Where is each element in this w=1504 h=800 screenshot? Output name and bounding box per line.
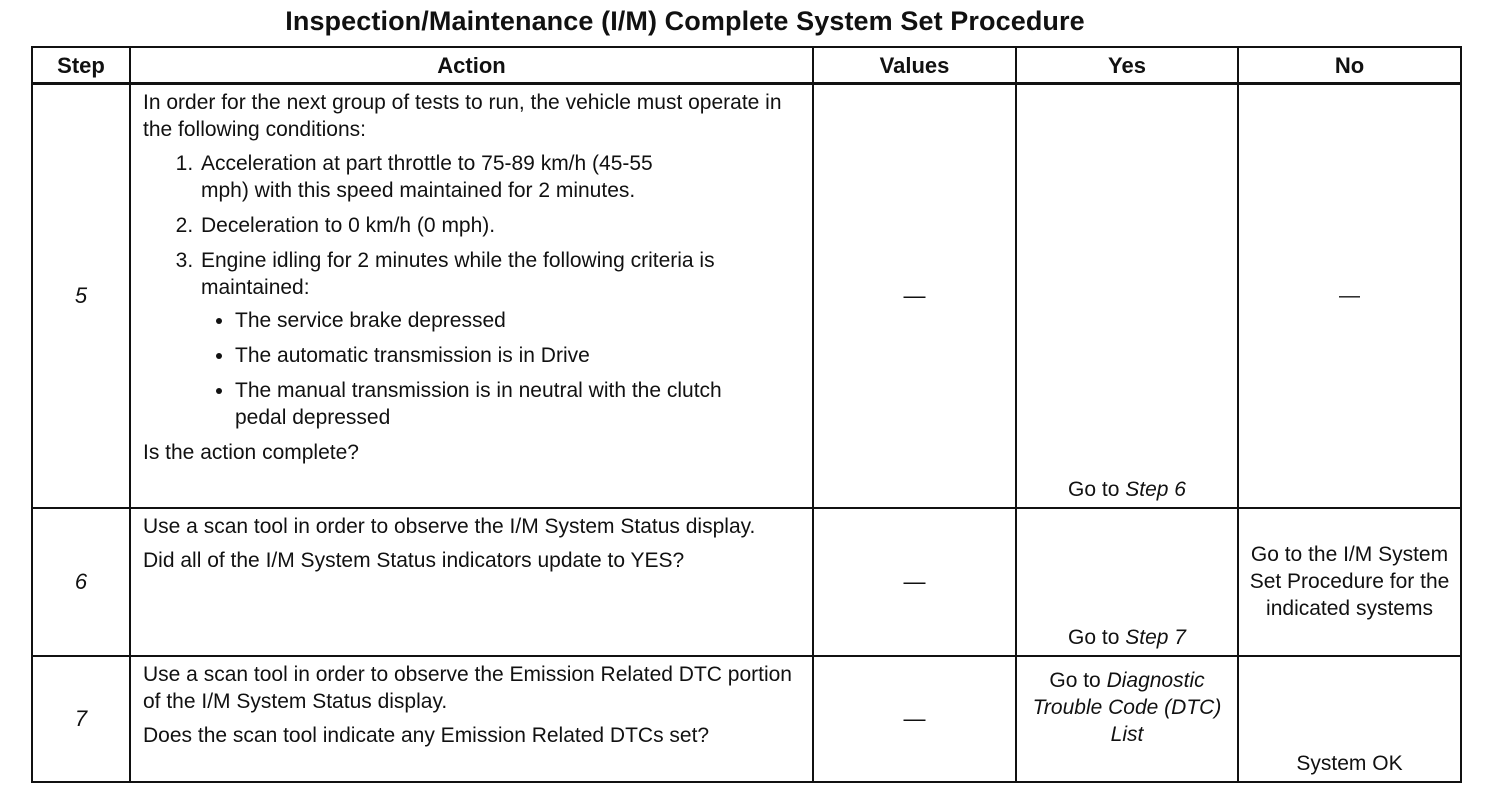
action-intro: Use a scan tool in order to observe the I/M System Status display. bbox=[143, 514, 756, 538]
values-cell: — bbox=[813, 508, 1016, 656]
no-cell: Go to the I/M System Set Procedure for the indicated systems bbox=[1238, 508, 1461, 656]
header-values: Values bbox=[813, 47, 1016, 84]
criteria-list bbox=[201, 307, 804, 431]
action-intro: In order for the next group of tests to run, the vehicle must operate in the following conditions: bbox=[143, 91, 782, 141]
step-number: 5 bbox=[32, 84, 130, 508]
values-cell: — bbox=[813, 84, 1016, 508]
action-cell bbox=[130, 508, 813, 656]
yes-prefix: Go to bbox=[1068, 477, 1126, 501]
values-cell: — bbox=[813, 656, 1016, 782]
step-number: 6 bbox=[32, 508, 130, 656]
action-question: Is the action complete? bbox=[143, 441, 359, 464]
criteria-item: • The service brake depressed bbox=[235, 307, 804, 334]
procedure-table bbox=[31, 46, 1462, 783]
action-intro: Use a scan tool in order to observe the Emission Related DTC portion of the I/M System Status display. bbox=[143, 662, 792, 713]
no-cell: System OK bbox=[1238, 656, 1461, 782]
yes-prefix: Go to bbox=[1068, 625, 1126, 649]
page-title: Inspection/Maintenance (I/M) Complete System Set Procedure bbox=[285, 6, 1085, 36]
step-number: 7 bbox=[32, 656, 130, 782]
step-link[interactable]: Step 6 bbox=[1125, 477, 1186, 501]
table-row-step-7 bbox=[32, 656, 1461, 782]
yes-cell bbox=[1016, 508, 1238, 656]
action-cell bbox=[130, 84, 813, 508]
criteria-item: • The automatic transmission is in Drive bbox=[235, 342, 804, 369]
criteria-item: • The manual transmission is in neutral with the clutch pedal depressed bbox=[235, 377, 804, 431]
header-yes: Yes bbox=[1016, 47, 1238, 84]
table-row-step-6 bbox=[32, 508, 1461, 656]
yes-prefix: Go to bbox=[1049, 668, 1107, 692]
header-action: Action bbox=[130, 47, 813, 84]
table-header-row bbox=[32, 47, 1461, 84]
header-step: Step bbox=[32, 47, 130, 84]
action-cell bbox=[130, 656, 813, 782]
step-link[interactable]: Step 7 bbox=[1125, 625, 1186, 649]
yes-cell bbox=[1016, 656, 1238, 782]
header-no: No bbox=[1238, 47, 1461, 84]
condition-list bbox=[143, 150, 804, 431]
dtc-list-link[interactable]: Diagnostic Trouble Code (DTC) List bbox=[1032, 668, 1222, 746]
action-question: Did all of the I/M System Status indicators update to YES? bbox=[143, 548, 685, 572]
table-row-step-5 bbox=[32, 84, 1461, 508]
no-cell: — bbox=[1238, 84, 1461, 508]
condition-item-text: Engine idling for 2 minutes while the following criteria is maintained: bbox=[201, 249, 715, 299]
condition-item: 1. Acceleration at part throttle to 75-89 km/h (45-55 mph) with this speed maintained for 2 minutes. bbox=[199, 150, 804, 204]
condition-item: 2. Deceleration to 0 km/h (0 mph). bbox=[199, 212, 804, 239]
action-question: Does the scan tool indicate any Emission Related DTCs set? bbox=[143, 723, 710, 747]
yes-cell bbox=[1016, 84, 1238, 508]
condition-item bbox=[199, 247, 804, 431]
